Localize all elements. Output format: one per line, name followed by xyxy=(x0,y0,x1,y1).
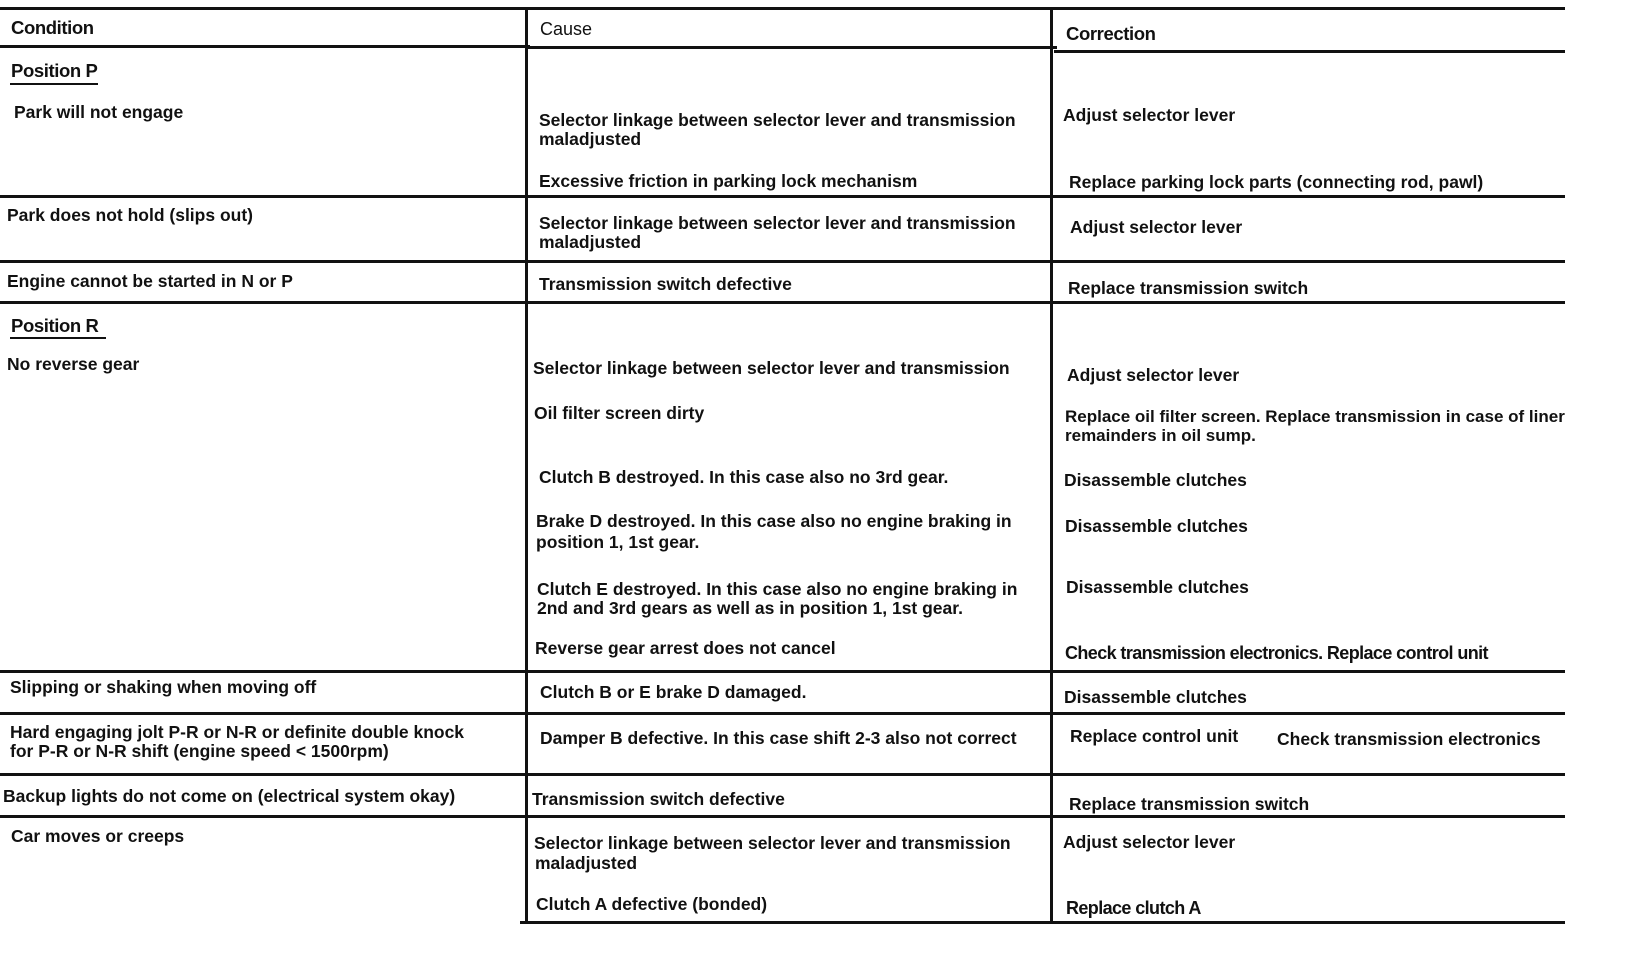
correction-text: Adjust selector lever xyxy=(1070,217,1243,237)
correction-text: remainders in oil sump. xyxy=(1065,426,1256,445)
header-correction: Correction xyxy=(1066,23,1156,44)
cause-text: position 1, 1st gear. xyxy=(536,532,700,552)
cause-text: Clutch E destroyed. In this case also no engine braking in xyxy=(537,579,1018,599)
rule-3 xyxy=(0,301,1565,304)
col-divider-2 xyxy=(1050,7,1053,923)
cause-text: Clutch B destroyed. In this case also no 3rd gear. xyxy=(539,467,949,487)
correction-text: Replace oil filter screen. Replace transmission in case of liner xyxy=(1065,407,1565,426)
condition-slipping: Slipping or shaking when moving off xyxy=(10,677,317,697)
cause-text: maladjusted xyxy=(539,129,642,149)
condition-creeps: Car moves or creeps xyxy=(11,826,185,846)
correction-text: Adjust selector lever xyxy=(1063,105,1236,125)
cause-text: Clutch B or E brake D damaged. xyxy=(540,682,807,702)
cause-text: Selector linkage between selector lever and transmission xyxy=(534,833,1011,853)
cause-text: maladjusted xyxy=(535,853,638,873)
condition-no-reverse: No reverse gear xyxy=(7,354,140,374)
cause-text: Damper B defective. In this case shift 2-3 also not correct xyxy=(540,728,1017,748)
condition-engine-start: Engine cannot be started in N or P xyxy=(7,271,293,291)
cause-text: Excessive friction in parking lock mechanism xyxy=(539,171,918,191)
correction-text: Disassemble clutches xyxy=(1064,470,1247,490)
section-underline xyxy=(10,337,106,339)
correction-text: Replace parking lock parts (connecting rod, pawl) xyxy=(1069,172,1484,192)
rule-2 xyxy=(0,260,1565,263)
section-underline xyxy=(10,83,98,85)
rule-5 xyxy=(0,712,1565,715)
cause-text: Reverse gear arrest does not cancel xyxy=(535,638,836,658)
cause-text: Selector linkage between selector lever and transmission xyxy=(533,358,1010,378)
cause-text: Oil filter screen dirty xyxy=(534,403,705,423)
condition-hard-jolt: Hard engaging jolt P-R or N-R or definite double knock xyxy=(10,722,465,742)
header-condition: Condition xyxy=(11,17,94,38)
correction-text: Check transmission electronics. Replace control unit xyxy=(1065,643,1488,663)
rule-bottom xyxy=(520,921,1565,924)
rule-top xyxy=(0,7,1565,10)
cause-text: 2nd and 3rd gears as well as in position 1, 1st gear. xyxy=(537,598,963,618)
correction-text: Replace clutch A xyxy=(1066,898,1201,918)
correction-text: Check transmission electronics xyxy=(1277,729,1541,749)
header-cause: Cause xyxy=(540,19,593,39)
condition-park-hold: Park does not hold (slips out) xyxy=(7,205,253,225)
cause-text: Brake D destroyed. In this case also no engine braking in xyxy=(536,511,1012,531)
rule-6 xyxy=(0,773,1565,776)
condition-park-engage: Park will not engage xyxy=(14,102,184,122)
correction-text: Replace transmission switch xyxy=(1068,278,1309,298)
rule-header-bottom-2 xyxy=(527,46,1057,49)
correction-text: Replace control unit xyxy=(1070,726,1239,746)
col-divider-1 xyxy=(525,7,528,923)
section-position-r: Position R xyxy=(11,315,99,336)
rule-header-bottom-3 xyxy=(1054,50,1565,53)
condition-backup: Backup lights do not come on (electrical system okay) xyxy=(3,786,456,806)
rule-1 xyxy=(0,195,1565,198)
cause-text: Transmission switch defective xyxy=(539,274,792,294)
condition-hard-jolt-line2: for P-R or N-R shift (engine speed < 1500rpm) xyxy=(10,741,389,761)
correction-text: Disassemble clutches xyxy=(1064,687,1247,707)
cause-text: Selector linkage between selector lever and transmission xyxy=(539,213,1016,233)
cause-text: maladjusted xyxy=(539,232,642,252)
rule-4 xyxy=(0,670,1565,673)
correction-text: Replace transmission switch xyxy=(1069,794,1310,814)
rule-header-bottom xyxy=(0,45,530,48)
cause-text: Clutch A defective (bonded) xyxy=(536,894,768,914)
correction-text: Adjust selector lever xyxy=(1063,832,1236,852)
section-position-p: Position P xyxy=(11,60,98,81)
correction-text: Adjust selector lever xyxy=(1067,365,1240,385)
rule-7 xyxy=(0,815,1565,818)
correction-text: Disassemble clutches xyxy=(1066,577,1249,597)
correction-text: Disassemble clutches xyxy=(1065,516,1248,536)
cause-text: Transmission switch defective xyxy=(532,789,785,809)
cause-text: Selector linkage between selector lever and transmission xyxy=(539,110,1016,130)
